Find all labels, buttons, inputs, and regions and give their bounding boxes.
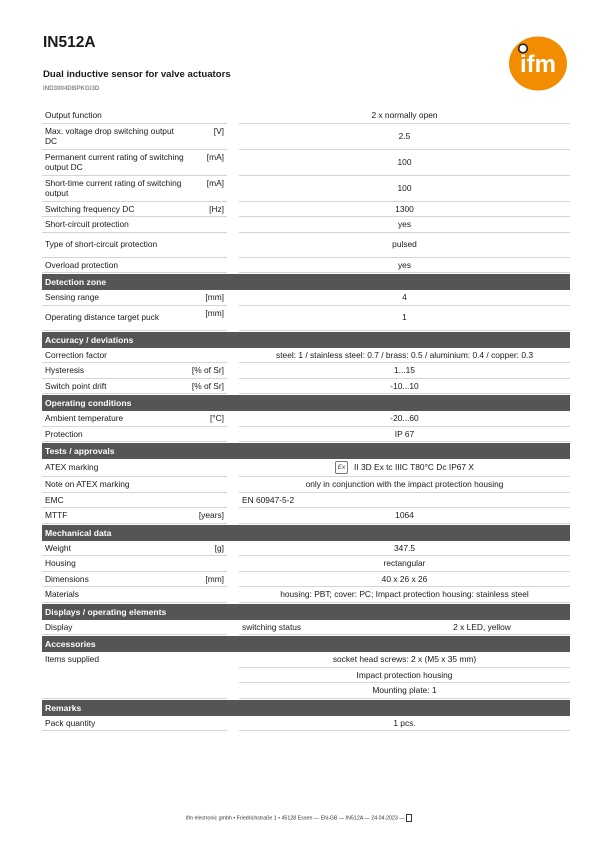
spec-unit: [mA] [187, 150, 227, 176]
spec-label: EMC [42, 493, 187, 509]
spec-label: Short-time current rating of switching output [42, 176, 187, 202]
spec-row [42, 233, 570, 258]
spec-row [42, 620, 570, 636]
spec-unit: [mm] [187, 306, 227, 331]
row-gap [227, 572, 239, 588]
row-gap [227, 493, 239, 509]
spec-sublabel: switching status [242, 621, 302, 632]
spec-label: ATEX marking [42, 459, 187, 477]
spec-label: Pack quantity [42, 716, 187, 732]
spec-label: Items supplied [42, 652, 187, 699]
part-number: IND3004DBPKG/3D [43, 85, 100, 92]
spec-label: MTTF [42, 508, 187, 524]
spec-value: 100 [239, 150, 570, 176]
spec-value: 1064 [239, 508, 570, 524]
spec-value: 2.5 [239, 124, 570, 150]
section-header-displays: Displays / operating elements [42, 604, 570, 620]
row-gap [227, 379, 239, 395]
spec-value: 100 [239, 176, 570, 202]
row-gap [227, 233, 239, 258]
spec-row [42, 306, 570, 331]
section-header-operating: Operating conditions [42, 395, 570, 411]
spec-unit [187, 716, 227, 732]
spec-unit [187, 477, 227, 493]
spec-row [42, 348, 570, 364]
spec-value: 2 x normally open [239, 108, 570, 124]
spec-label: Weight [42, 541, 187, 557]
row-gap [227, 652, 239, 699]
spec-label: Operating distance target puck [42, 306, 187, 331]
spec-value: EN 60947-5-2 [239, 493, 570, 509]
spec-row [42, 493, 570, 509]
output-specs [42, 108, 570, 273]
product-subtitle: Dual inductive sensor for valve actuators [43, 69, 231, 80]
row-gap [227, 620, 239, 636]
spec-unit: [years] [187, 508, 227, 524]
spec-unit [187, 556, 227, 572]
spec-row [42, 176, 570, 202]
spec-label: Sensing range [42, 290, 187, 306]
row-gap [227, 150, 239, 176]
section-header-accessories: Accessories [42, 636, 570, 652]
row-gap [227, 202, 239, 218]
spec-unit [187, 258, 227, 274]
spec-label: Hysteresis [42, 363, 187, 379]
spec-row [42, 124, 570, 150]
logo-text: ifm [520, 51, 556, 78]
spec-value: socket head screws: 2 x (M5 x 35 mm) [239, 652, 570, 668]
spec-row [42, 572, 570, 588]
spec-row [42, 290, 570, 306]
spec-value: -20...60 [239, 411, 570, 427]
spec-sections [42, 274, 570, 731]
section-header-accuracy: Accuracy / deviations [42, 332, 570, 348]
row-gap [227, 108, 239, 124]
spec-unit [187, 587, 227, 603]
spec-row [42, 258, 570, 274]
row-gap [227, 124, 239, 150]
page-marker-icon [406, 814, 412, 822]
spec-row [42, 427, 570, 443]
spec-row [42, 150, 570, 176]
row-gap [227, 508, 239, 524]
spec-value: 1300 [239, 202, 570, 218]
spec-unit [187, 493, 227, 509]
spec-unit [187, 652, 227, 699]
row-gap [227, 477, 239, 493]
spec-row [42, 556, 570, 572]
spec-row [42, 363, 570, 379]
spec-row [42, 508, 570, 524]
spec-value: 347.5 [239, 541, 570, 557]
footer-text: ifm electronic gmbh • Friedrichstraße 1 • 45128 Essen — EN-GB — IN512A — 24.04.2023 — [185, 815, 407, 822]
spec-row [42, 217, 570, 233]
row-gap [227, 176, 239, 202]
spec-label: Overload protection [42, 258, 187, 274]
spec-unit [187, 233, 227, 258]
spec-label: Housing [42, 556, 187, 572]
spec-unit: [% of Sr] [187, 363, 227, 379]
spec-unit: [% of Sr] [187, 379, 227, 395]
product-title: IN512A [43, 34, 96, 51]
spec-label: Note on ATEX marking [42, 477, 187, 493]
spec-label: Type of short-circuit protection [42, 233, 187, 258]
spec-label: Max. voltage drop switching output DC [42, 124, 187, 150]
spec-value: pulsed [239, 233, 570, 258]
spec-label: Protection [42, 427, 187, 443]
spec-row [42, 459, 570, 477]
spec-value: rectangular [239, 556, 570, 572]
page-footer [0, 814, 598, 822]
spec-unit: [°C] [187, 411, 227, 427]
spec-label: Switching frequency DC [42, 202, 187, 218]
datasheet-table [42, 108, 570, 731]
spec-value: -10...10 [239, 379, 570, 395]
spec-value: yes [239, 217, 570, 233]
spec-label: Display [42, 620, 187, 636]
spec-unit [187, 217, 227, 233]
spec-value [239, 459, 570, 477]
spec-value: 1...15 [239, 363, 570, 379]
spec-unit: [mm] [187, 290, 227, 306]
spec-value: 4 [239, 290, 570, 306]
spec-unit: [mA] [187, 176, 227, 202]
spec-row [42, 411, 570, 427]
spec-value [239, 620, 570, 636]
spec-label: Short-circuit protection [42, 217, 187, 233]
spec-row [42, 652, 570, 699]
spec-row [42, 477, 570, 493]
spec-unit [187, 427, 227, 443]
section-header-remarks: Remarks [42, 700, 570, 716]
spec-value-text: II 3D Ex tc IIIC T80°C Dc IP67 X [353, 462, 475, 473]
row-gap [227, 556, 239, 572]
section-header-mechanical: Mechanical data [42, 525, 570, 541]
spec-value: yes [239, 258, 570, 274]
spec-row [42, 379, 570, 395]
ex-marking-icon: Ex [335, 461, 348, 474]
spec-unit: [g] [187, 541, 227, 557]
spec-value: steel: 1 / stainless steel: 0.7 / brass: 0.5 / aluminium: 0.4 / copper: 0.3 [239, 348, 570, 364]
spec-label: Permanent current rating of switching output DC [42, 150, 187, 176]
spec-value: 1 pcs. [239, 716, 570, 732]
spec-value: 40 x 26 x 26 [239, 572, 570, 588]
row-gap [227, 217, 239, 233]
row-gap [227, 411, 239, 427]
spec-value: only in conjunction with the impact protection housing [239, 477, 570, 493]
row-gap [227, 587, 239, 603]
spec-value: 1 [239, 306, 570, 331]
spec-unit: [V] [187, 124, 227, 150]
spec-unit [187, 459, 227, 477]
spec-value-text: 2 x LED, yellow [453, 621, 511, 632]
spec-row [42, 541, 570, 557]
spec-label: Correction factor [42, 348, 187, 364]
spec-value: housing: PBT; cover: PC; Impact protection housing: stainless steel [239, 587, 570, 603]
row-gap [227, 348, 239, 364]
spec-row [42, 587, 570, 603]
row-gap [227, 258, 239, 274]
row-gap [227, 459, 239, 477]
section-header-detection: Detection zone [42, 274, 570, 290]
spec-value: Mounting plate: 1 [239, 683, 570, 699]
spec-unit [187, 620, 227, 636]
spec-unit: [mm] [187, 572, 227, 588]
spec-row [42, 202, 570, 218]
spec-label: Dimensions [42, 572, 187, 588]
spec-row [42, 108, 570, 124]
spec-unit [187, 348, 227, 364]
row-gap [227, 716, 239, 732]
spec-value: IP 67 [239, 427, 570, 443]
ifm-logo [508, 36, 568, 91]
spec-label: Output function [42, 108, 187, 124]
spec-label: Materials [42, 587, 187, 603]
spec-value: Impact protection housing [239, 668, 570, 684]
spec-value-list [239, 652, 570, 699]
section-header-tests: Tests / approvals [42, 443, 570, 459]
spec-label: Switch point drift [42, 379, 187, 395]
spec-label: Ambient temperature [42, 411, 187, 427]
row-gap [227, 541, 239, 557]
row-gap [227, 290, 239, 306]
row-gap [227, 363, 239, 379]
spec-unit [187, 108, 227, 124]
spec-row [42, 716, 570, 732]
spec-unit: [Hz] [187, 202, 227, 218]
row-gap [227, 427, 239, 443]
row-gap [227, 306, 239, 331]
